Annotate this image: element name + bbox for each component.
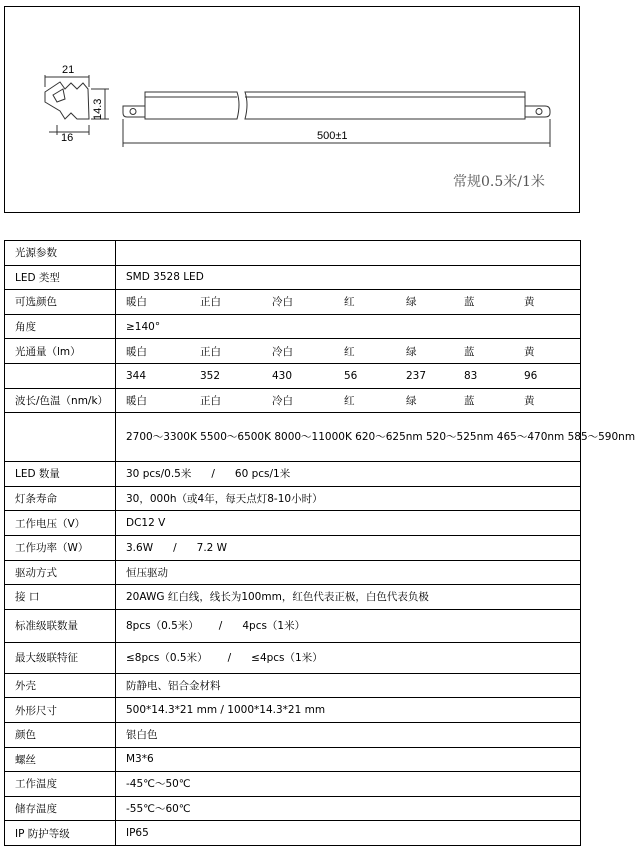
std-b: 4pcs（1米） <box>242 620 306 633</box>
dim-height-label: 14.3 <box>92 98 104 120</box>
row-label: 工作电压（V） <box>5 511 116 536</box>
row-label: 驱动方式 <box>5 560 116 585</box>
table-row <box>5 796 581 821</box>
table-row <box>5 363 581 388</box>
row-label: 颜色 <box>5 722 116 747</box>
lumen-cell: 56 <box>344 369 358 382</box>
table-row <box>5 314 581 339</box>
row-label: 储存温度 <box>5 796 116 821</box>
power-b: 7.2 W <box>196 541 228 554</box>
wave-color-cell: 绿 <box>406 394 417 407</box>
table-row <box>5 673 581 698</box>
row-label: 工作功率（W） <box>5 535 116 560</box>
length-note: 常规0.5米/1米 <box>453 174 545 190</box>
row-label: 灯条寿命 <box>5 486 116 511</box>
row-value: -55℃～60℃ <box>116 796 581 821</box>
wave-color-cell: 红 <box>344 394 355 407</box>
color-cell: 红 <box>344 296 355 309</box>
lumen-cell: 237 <box>406 369 427 382</box>
row-label: 螺丝 <box>5 747 116 772</box>
std-a: 8pcs（0.5米） <box>126 620 199 633</box>
row-value: SMD 3528 LED <box>116 265 581 290</box>
technical-drawing <box>4 6 580 213</box>
lumen-cell: 96 <box>524 369 538 382</box>
row-label: 接 口 <box>5 585 116 610</box>
table-row <box>5 722 581 747</box>
table-row <box>5 511 581 536</box>
color-cell: 蓝 <box>464 296 475 309</box>
power-a: 3.6W <box>126 541 154 554</box>
color-cell: 绿 <box>406 296 417 309</box>
table-row <box>5 698 581 723</box>
row-label: IP 防护等级 <box>5 821 116 846</box>
table-row <box>5 560 581 585</box>
row-value: 银白色 <box>116 722 581 747</box>
dim-length-label: 500±1 <box>317 130 348 142</box>
row-value: IP65 <box>116 821 581 846</box>
flux-color-cell: 绿 <box>406 345 417 358</box>
row-label: 外形尺寸 <box>5 698 116 723</box>
row-label: 工作温度 <box>5 772 116 797</box>
row-label: 光通量（lm） <box>5 339 116 364</box>
row-value: 恒压驱动 <box>116 560 581 585</box>
row-value: M3*6 <box>116 747 581 772</box>
row-label: 外壳 <box>5 673 116 698</box>
table-row <box>5 642 581 673</box>
spec-table <box>4 240 635 846</box>
dim-base-label: 16 <box>61 132 74 144</box>
table-row <box>5 609 581 642</box>
row-label: 波长/色温（nm/k） <box>5 388 116 413</box>
table-row <box>5 265 581 290</box>
color-cell: 正白 <box>200 296 221 309</box>
row-label: LED 数量 <box>5 462 116 487</box>
row-value: 30，000h（或4年，每天点灯8-10小时） <box>116 486 581 511</box>
flux-color-cell: 红 <box>344 345 355 358</box>
wave-color-cell: 冷白 <box>272 394 293 407</box>
row-label: 标准级联数量 <box>5 609 116 642</box>
flux-color-cell: 暖白 <box>126 345 147 358</box>
max-a: ≤8pcs（0.5米） <box>126 652 208 665</box>
wave-color-cell: 正白 <box>200 394 221 407</box>
flux-color-cell: 冷白 <box>272 345 293 358</box>
table-row <box>5 462 581 487</box>
row-value: ≥140° <box>116 314 581 339</box>
table-row <box>5 290 581 315</box>
row-label: 可选颜色 <box>5 290 116 315</box>
color-cell: 黄 <box>524 296 535 309</box>
row-value: DC12 V <box>116 511 581 536</box>
wave-values: 2700～3300K 5500～6500K 8000～11000K 620～625nm 520～525nm 465～470nm 585～590nm <box>116 413 581 462</box>
led-bar-drawing <box>5 7 581 214</box>
wave-color-cell: 暖白 <box>126 394 147 407</box>
lumen-cell: 344 <box>126 369 147 382</box>
color-cell: 暖白 <box>126 296 147 309</box>
row-value: 500*14.3*21 mm / 1000*14.3*21 mm <box>116 698 581 723</box>
table-row <box>5 821 581 846</box>
count-a: 30 pcs/0.5米 <box>126 468 192 481</box>
row-label: LED 类型 <box>5 265 116 290</box>
flux-color-cell: 黄 <box>524 345 535 358</box>
row-value: 20AWG 红白线，线长为100mm，红色代表正极，白色代表负极 <box>116 585 581 610</box>
flux-color-cell: 蓝 <box>464 345 475 358</box>
sep: / <box>218 620 223 633</box>
row-label: 光源参数 <box>5 241 116 266</box>
dim-width-label: 21 <box>62 64 75 76</box>
wave-color-cell: 蓝 <box>464 394 475 407</box>
lumen-cell: 430 <box>272 369 293 382</box>
flux-color-cell: 正白 <box>200 345 221 358</box>
row-value: -45℃～50℃ <box>116 772 581 797</box>
row-value: 防静电、铝合金材料 <box>116 673 581 698</box>
table-row <box>5 413 581 462</box>
row-label: 最大级联特征 <box>5 642 116 673</box>
table-row <box>5 772 581 797</box>
sep: / <box>211 468 215 481</box>
wave-color-cell: 黄 <box>524 394 535 407</box>
count-b: 60 pcs/1米 <box>234 468 291 481</box>
table-row <box>5 388 581 413</box>
max-b: ≤4pcs（1米） <box>251 652 323 665</box>
table-row <box>5 747 581 772</box>
lumen-cell: 352 <box>200 369 221 382</box>
color-cell: 冷白 <box>272 296 293 309</box>
lumen-cell: 83 <box>464 369 478 382</box>
table-row <box>5 241 581 266</box>
table-row <box>5 339 581 364</box>
sep: / <box>173 541 177 554</box>
table-row <box>5 535 581 560</box>
row-label: 角度 <box>5 314 116 339</box>
table-row <box>5 486 581 511</box>
table-row <box>5 585 581 610</box>
sep: / <box>227 652 232 665</box>
